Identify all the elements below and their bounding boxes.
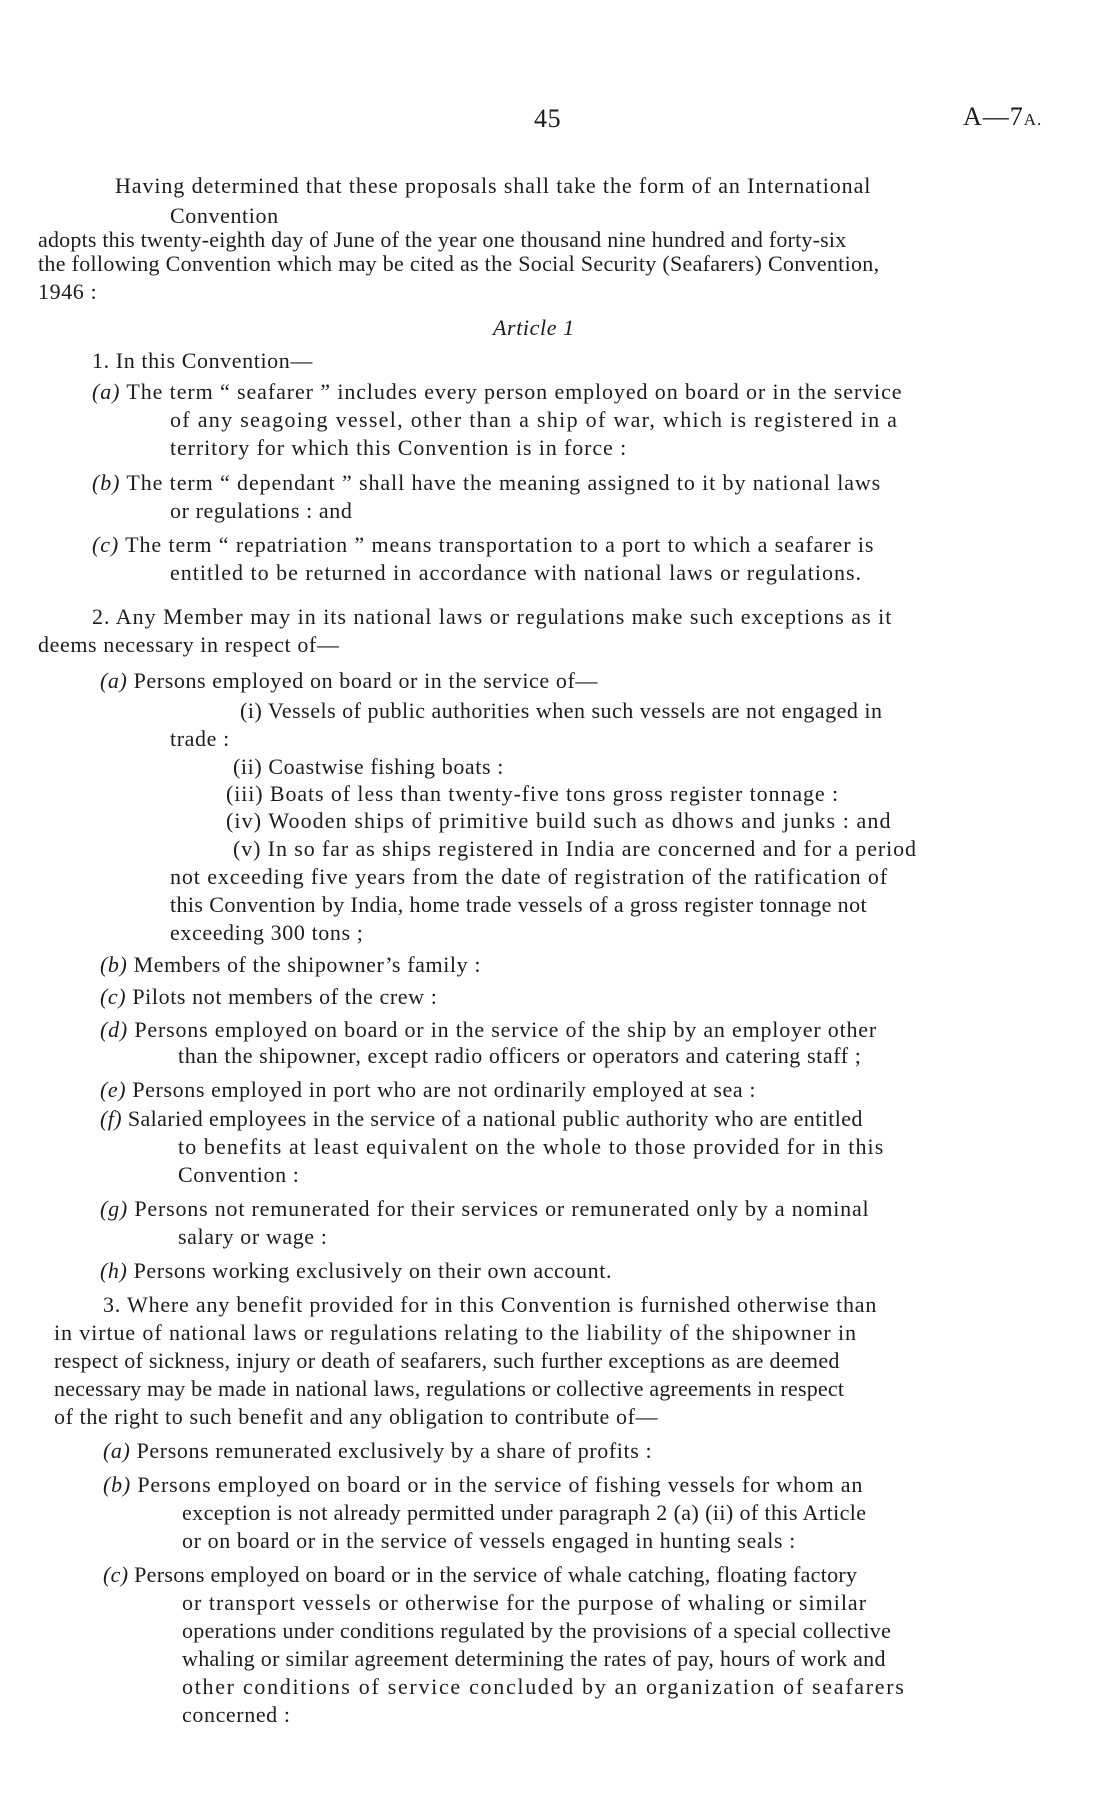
para3-item-c-cont: other conditions of service concluded by an organization of seafarers — [182, 1674, 906, 1699]
para2-subitem-iv: (iv) Wooden ships of primitive build such as dhows and junks : and — [226, 808, 892, 833]
para3-item-c-cont: whaling or similar agreement determining the rates of pay, hours of work and — [182, 1646, 886, 1671]
para1-item-b: (b) The term “ dependant ” shall have the meaning assigned to it by national laws — [92, 470, 882, 495]
para3-line: 3. Where any benefit provided for in this Convention is furnished otherwise than — [103, 1292, 878, 1317]
para3-line: respect of sickness, injury or death of seafarers, such further exceptions as are deemed — [54, 1348, 840, 1373]
para3-item-b: (b) Persons employed on board or in the service of fishing vessels for whom an — [103, 1472, 864, 1497]
para3-item-b-cont: exception is not already permitted under paragraph 2 (a) (ii) of this Article — [182, 1500, 867, 1525]
item-marker: (b) — [103, 1472, 132, 1497]
para2-item-f-cont: to benefits at least equivalent on the whole to those provided for in this — [178, 1134, 885, 1159]
preamble-line: Convention — [170, 203, 279, 228]
para2-item-g-cont: salary or wage : — [178, 1224, 328, 1249]
para2-item-d: (d) Persons employed on board or in the service of the ship by an employer other — [100, 1017, 878, 1042]
para1-item-a-cont: of any seagoing vessel, other than a ship of war, which is registered in a — [170, 407, 899, 432]
para3-line: of the right to such benefit and any obligation to contribute of— — [54, 1404, 659, 1429]
para2-item-f-cont: Convention : — [178, 1162, 300, 1187]
item-marker: (c) — [100, 984, 127, 1009]
item-marker: (e) — [100, 1077, 127, 1102]
para1-item-c-cont: entitled to be returned in accordance with national laws or regulations. — [170, 560, 863, 585]
preamble-line: the following Convention which may be cited as the Social Security (Seafarers) Convention, — [38, 251, 880, 276]
para3-line: in virtue of national laws or regulations relating to the liability of the shipowner in — [54, 1320, 857, 1345]
para3-item-c: (c) Persons employed on board or in the service of whale catching, floating factory — [103, 1562, 858, 1587]
para2-item-h: (h) Persons working exclusively on their own account. — [100, 1258, 613, 1283]
para1-intro: 1. In this Convention— — [92, 348, 313, 373]
para2-line: 2. Any Member may in its national laws or regulations make such exceptions as it — [92, 604, 893, 629]
item-marker: (a) — [100, 668, 128, 693]
para2-subitem-i-cont: trade : — [170, 726, 230, 751]
para2-subitem-v-cont: not exceeding five years from the date of registration of the ratification of — [170, 864, 889, 889]
para2-item-a: (a) Persons employed on board or in the service of— — [100, 668, 598, 693]
document-reference — [963, 104, 1042, 133]
item-marker: (b) — [100, 952, 128, 977]
item-marker: (a) — [103, 1438, 131, 1463]
para2-subitem-i: (i) Vessels of public authorities when such vessels are not engaged in — [240, 698, 883, 723]
article-heading: Article 1 — [493, 315, 575, 340]
para2-subitem-ii: (ii) Coastwise fishing boats : — [233, 754, 504, 779]
para2-line: deems necessary in respect of— — [38, 632, 340, 657]
para1-item-a: (a) The term “ seafarer ” includes every person employed on board or in the service — [92, 379, 903, 404]
para1-item-b-cont: or regulations : and — [170, 498, 353, 523]
para2-item-e: (e) Persons employed in port who are not ordinarily employed at sea : — [100, 1077, 757, 1102]
item-marker: (b) — [92, 470, 121, 495]
para2-subitem-iii: (iii) Boats of less than twenty-five tons gross register tonnage : — [226, 781, 839, 806]
para3-item-a: (a) Persons remunerated exclusively by a share of profits : — [103, 1438, 653, 1463]
para3-item-b-cont: or on board or in the service of vessels engaged in hunting seals : — [182, 1528, 796, 1553]
para3-item-c-cont: operations under conditions regulated by the provisions of a special collective — [182, 1618, 892, 1643]
para1-item-a-cont: territory for which this Convention is in force : — [170, 435, 628, 460]
para2-item-g: (g) Persons not remunerated for their services or remunerated only by a nominal — [100, 1196, 870, 1221]
item-marker: (a) — [92, 379, 121, 404]
page-number: 45 — [534, 104, 562, 133]
item-marker: (f) — [100, 1106, 122, 1131]
preamble-line: 1946 : — [38, 279, 98, 304]
item-marker: (c) — [92, 532, 120, 557]
para3-item-c-cont: or transport vessels or otherwise for the purpose of whaling or similar — [182, 1590, 868, 1615]
para2-subitem-v-cont: exceeding 300 tons ; — [170, 920, 364, 945]
para2-item-d-cont: than the shipowner, except radio officers or operators and catering staff ; — [178, 1043, 862, 1068]
para3-line: necessary may be made in national laws, regulations or collective agreements in respect — [54, 1376, 845, 1401]
para2-item-c: (c) Pilots not members of the crew : — [100, 984, 438, 1009]
para3-item-c-cont: concerned : — [182, 1702, 291, 1727]
para2-subitem-v-cont: this Convention by India, home trade vessels of a gross register tonnage not — [170, 892, 867, 917]
preamble-line: adopts this twenty-eighth day of June of the year one thousand nine hundred and forty-six — [38, 227, 847, 252]
para2-subitem-v: (v) In so far as ships registered in India are concerned and for a period — [233, 836, 917, 861]
para1-item-c: (c) The term “ repatriation ” means transportation to a port to which a seafarer is — [92, 532, 875, 557]
preamble-line: Having determined that these proposals shall take the form of an International — [115, 173, 872, 198]
item-marker: (h) — [100, 1258, 128, 1283]
item-marker: (c) — [103, 1562, 129, 1587]
para2-item-f: (f) Salaried employees in the service of a national public authority who are entitled — [100, 1106, 863, 1131]
reference-suffix: A. — [1023, 110, 1043, 129]
reference-main: A—7 — [963, 102, 1024, 131]
item-marker: (g) — [100, 1196, 129, 1221]
para2-item-b: (b) Members of the shipowner’s family : — [100, 952, 482, 977]
item-marker: (d) — [100, 1017, 129, 1042]
